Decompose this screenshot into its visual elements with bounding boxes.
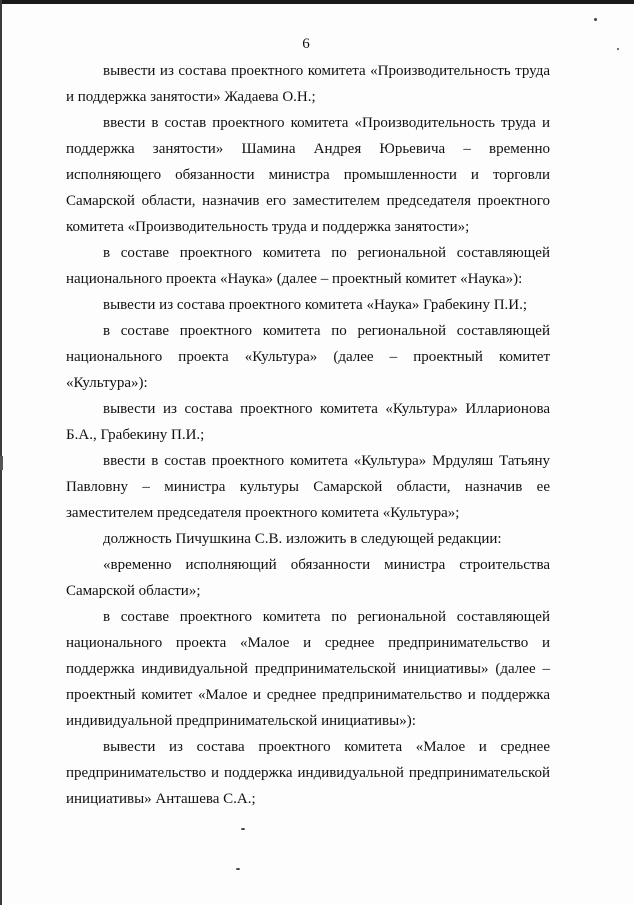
paragraph-6 (66, 396, 550, 448)
scan-margin-mark (0, 456, 3, 470)
page-top-edge (0, 0, 634, 4)
page-number: 6 (302, 36, 310, 52)
paragraph-4 (66, 292, 550, 318)
scan-speck (241, 828, 245, 830)
paragraph-2 (66, 110, 550, 240)
paragraph-10-text: в составе проектного комитета по региональной составляющей национального проекта «Малое и среднее предпринимательство и поддержка индивидуальной предпринимательской инициативы» (далее – проектный комитет «Малое и среднее предпринимательство и поддержка индивидуальной предпринимательской инициативы»): (66, 609, 550, 729)
paragraph-4-text: вывести из состава проектного комитета «Наука» Грабекину П.И.; (103, 297, 528, 313)
page-left-edge (0, 0, 2, 905)
paragraph-5 (66, 318, 550, 396)
paragraph-9-text: «временно исполняющий обязанности министра строительства Самарской области»; (66, 557, 550, 599)
scan-speck (236, 868, 240, 870)
paragraph-8 (66, 526, 550, 552)
paragraph-3 (66, 240, 550, 292)
scan-speck (617, 48, 619, 50)
paragraph-11-text: вывести из состава проектного комитета «Малое и среднее предпринимательство и поддержка индивидуальной предпринимательской инициативы» Анташева С.А.; (66, 739, 550, 807)
paragraph-3-text: в составе проектного комитета по региональной составляющей национального проекта «Наука» (далее – проектный комитет «Наука»): (66, 245, 550, 287)
paragraph-7-text: ввести в состав проектного комитета «Культура» Мрдуляш Татьяну Павловну – министра культуры Самарской области, назначив ее заместителем председателя проектного комитета «Культура»; (66, 453, 550, 521)
scan-speck (594, 18, 597, 21)
paragraph-6-text: вывести из состава проектного комитета «Культура» Илларионова Б.А., Грабекину П.И.; (66, 401, 550, 443)
paragraph-5-text: в составе проектного комитета по региональной составляющей национального проекта «Культура» (далее – проектный комитет «Культура»): (66, 323, 550, 391)
paragraph-8-text: должность Пичушкина С.В. изложить в следующей редакции: (103, 531, 502, 547)
paragraph-9 (66, 552, 550, 604)
paragraph-11 (66, 734, 550, 812)
paragraph-10 (66, 604, 550, 734)
paragraph-1-text: вывести из состава проектного комитета «Производительность труда и поддержка занятости» Жадаева О.Н.; (66, 63, 550, 105)
paragraph-7 (66, 448, 550, 526)
paragraph-1 (66, 58, 550, 110)
paragraph-2-text: ввести в состав проектного комитета «Производительность труда и поддержка занятости» Шамина Андрея Юрьевича – временно исполняющего обязанности министра промышленности и торговли Самарской области, назначив его заместителем председателя проектного комитета «Производительность труда и поддержка занятости»; (66, 115, 550, 235)
